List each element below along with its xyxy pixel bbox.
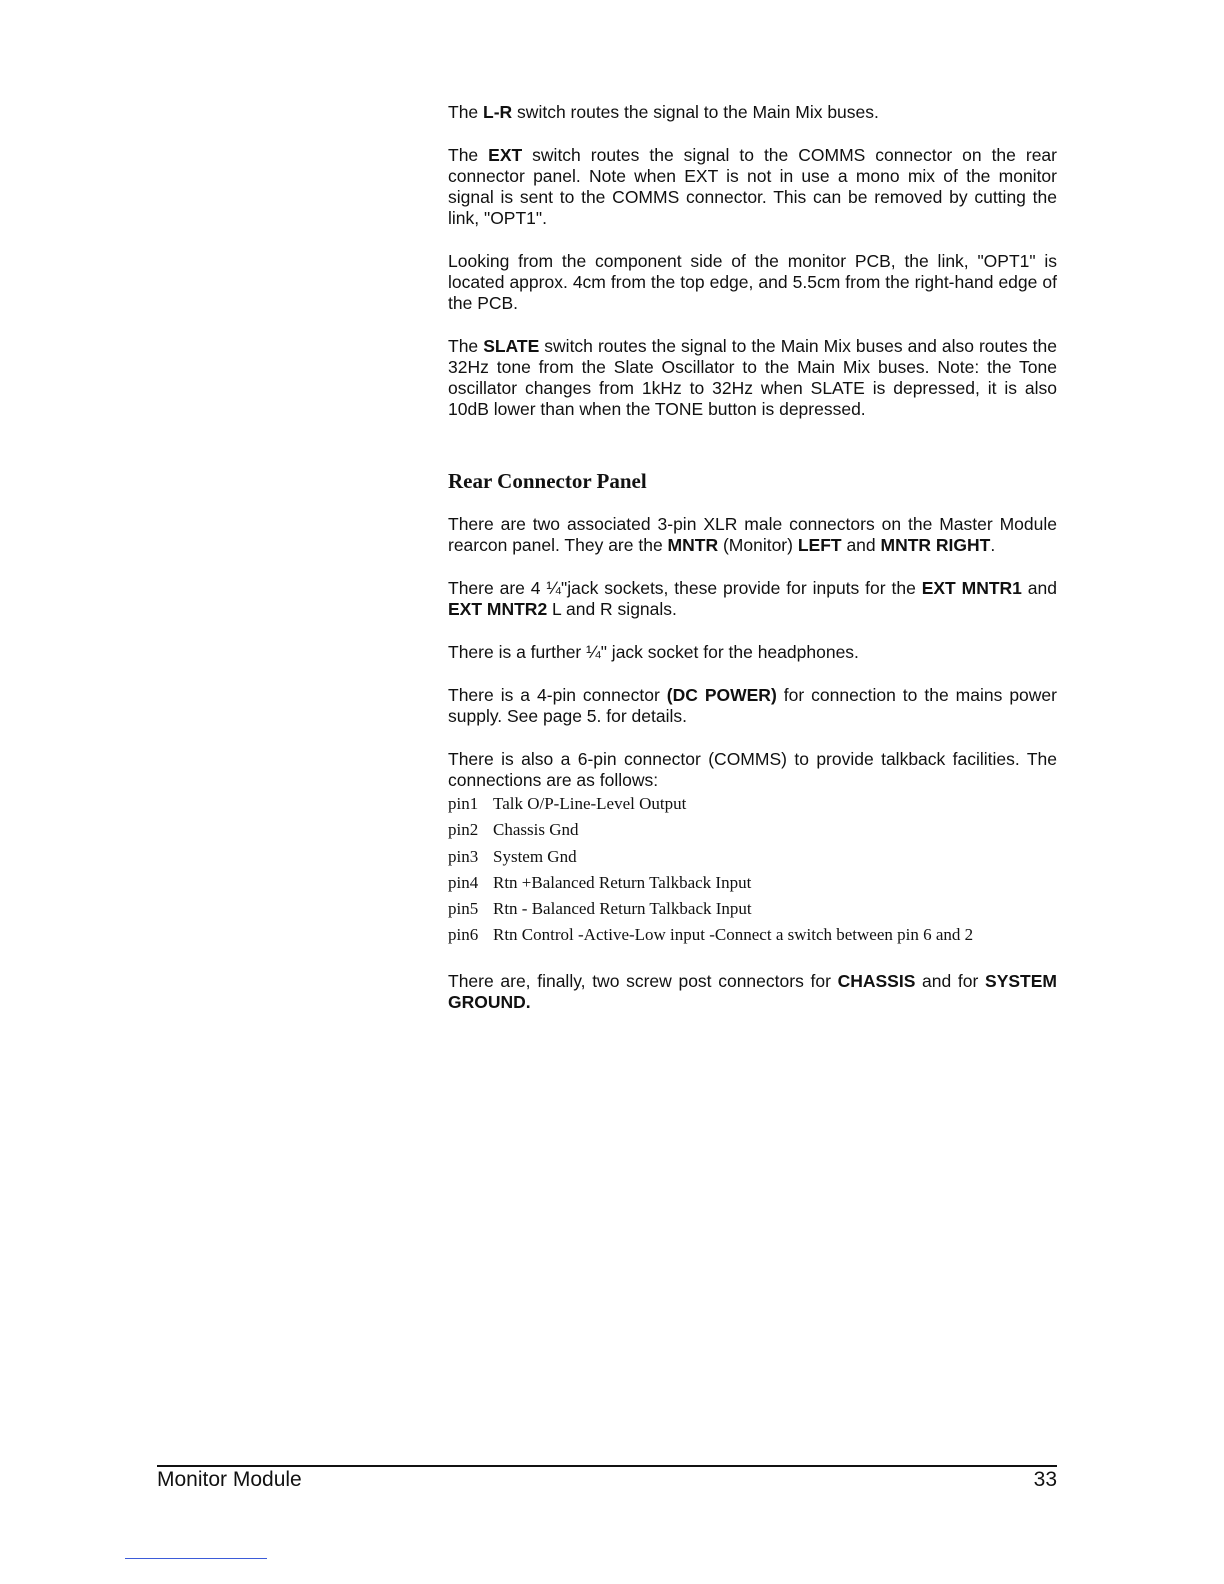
paragraph-headphones [448,642,1057,663]
text: and [1021,578,1057,598]
paragraph-jack-sockets [448,578,1057,620]
bold-term: EXT MNTR2 [448,599,548,619]
text: There is a 4-pin connector [448,685,667,705]
list-item [448,870,1057,896]
list-item [448,791,1057,817]
paragraph-comms: There is also a 6-pin connector (COMMS) to provide talkback facilities. The connections are as follows: [448,749,1057,790]
text: " jack socket for the headphones. [600,642,859,662]
list-item [448,896,1057,922]
text: There are two associated 3-pin XLR male connectors on the Master Module rearcon panel. They are the [448,514,1057,555]
bold-term: SYSTEM GROUND. [448,970,1057,1012]
pin-desc: Rtn Control -Active-Low input -Connect a switch between pin 6 and 2 [493,925,974,945]
footer-divider [157,1465,1057,1467]
pin-id: pin3 [448,846,479,866]
text: switch routes the signal to the COMMS connector on the rear connector panel. Note when EXT is not in use a mono mix of the monitor signal is sent to the COMMS connector. This can be removed by cutting the link, "OPT1". [448,145,1057,228]
text: The [448,102,484,122]
text: . [990,535,996,555]
text: There are 4 [448,578,547,598]
text: "jack sockets, these provide for inputs for the [561,578,922,598]
bold-term: EXT MNTR1 [921,578,1022,598]
paragraph-dc-power [448,685,1057,727]
pin-id: pin5 [448,899,479,919]
text: and for [915,970,986,991]
paragraph-ground [448,971,1057,1013]
section-heading: Rear Connector Panel [448,469,647,493]
pin-id: pin1 [448,794,479,813]
pin-desc: System Gnd [493,846,577,866]
bottom-link-underline [125,1558,267,1559]
pin-id: pin6 [448,925,479,945]
pin-desc: Talk O/P-Line-Level Output [493,794,687,813]
paragraph-slate-switch [448,336,1057,420]
bold-term: MNTR [667,535,719,555]
list-item [448,922,1057,948]
text: (Monitor) [718,535,798,555]
text: switch routes the signal to the Main Mix buses. [512,102,879,122]
list-item [448,817,1057,843]
text: L and R signals. [547,599,677,619]
fraction: ¼ [546,578,562,598]
text: switch routes the signal to the Main Mix buses and also routes the 32Hz tone from the Slate Oscillator to the Main Mix buses. Note: the Tone oscillator changes from 1kHz to 32Hz when SLATE is depressed, it is also 10dB lower than when the TONE button is depressed. [448,336,1057,419]
list-item [448,844,1057,870]
pin-desc: Rtn +Balanced Return Talkback Input [493,872,752,892]
bold-term: MNTR RIGHT [880,535,991,555]
fraction: ¼ [586,642,601,662]
paragraph-lr-switch [448,102,1057,123]
pin-desc: Chassis Gnd [493,820,579,840]
paragraph-opt1-location: Looking from the component side of the monitor PCB, the link, "OPT1" is located approx. 4cm from the top edge, and 5.5cm from the right-hand edge of the PCB. [448,251,1057,313]
paragraph-xlr [448,514,1057,556]
text: and [841,535,881,555]
pin-id: pin2 [448,820,479,840]
pin-desc: Rtn - Balanced Return Talkback Input [493,899,752,919]
text: There is a further [448,642,587,662]
text: for connection to the mains power supply. See page 5. for details. [448,685,1057,726]
pin-list [448,791,1057,949]
footer-title: Monitor Module [157,1468,302,1491]
bold-term: L-R [483,102,513,122]
text: The [448,145,489,165]
bold-term: (DC POWER) [666,685,777,705]
text: The [448,336,484,356]
paragraph-ext-switch [448,145,1057,229]
page-content [448,102,1057,1035]
bold-term: CHASSIS [837,970,916,991]
bold-term: EXT [488,145,523,165]
text: There are, finally, two screw post connectors for [448,970,838,991]
pin-id: pin4 [448,872,479,892]
bold-term: LEFT [797,535,842,555]
bold-term: SLATE [483,336,540,356]
page-number: 33 [1033,1468,1057,1491]
